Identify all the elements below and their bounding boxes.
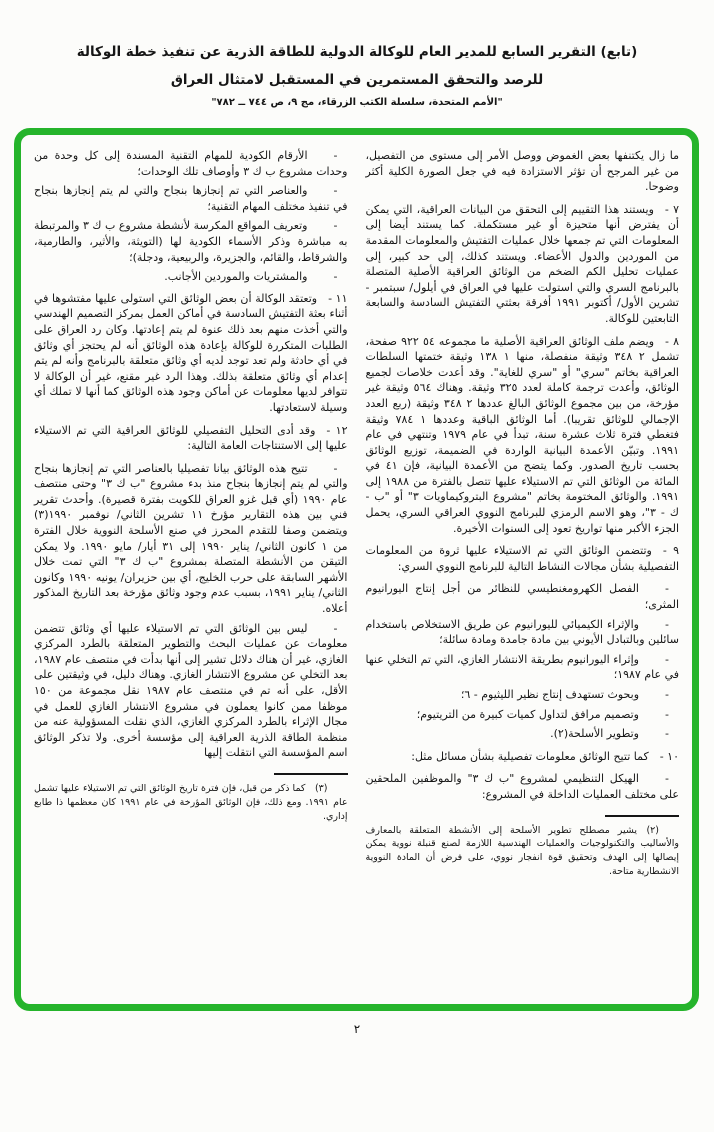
paragraph-7: ٧ - ويستند هذا التقييم إلى التحقق من البيانات العراقية، التي يمكن أن يفترض أنها متحيزة أو غير مستكملة. كما يستند أيضا إلى المعلومات التي تم جمعها خلال عمليات التفتيش والمعلومات المقدمة من الموردين والدول الأعضاء. ويستند كذلك، إلى حد كبير، إلى عمليات تحليل الكم الضخم من الوثائق العراقية الأصلية المتصلة بالبرنامج السري والتي استولت عليها في العراق في أيلول/ سبتمبر - تشرين الأول/ أكتوبر ١٩٩١ أفرقة بعثتي التفتيش السادسة والسابعة التابعتين للوكالة.: [365, 202, 679, 325]
list-item-text: ليس بين الوثائق التي تم الاستيلاء عليها أي وثائق تتضمن معلومات عن عمليات البحث والتطوير المتعلقة بالطرد المركزي الغازي، غير أن هناك دلائل تشير إلى أنها بدأت في منتصف عام ١٩٨٧، بعد التخلي عن مشروع الانتشار الغازي. وهناك دليل، في وثيقتين على الأقل، على أنه تم في منتصف عام ١٩٨٧ نقل مجموعة من ١٥٠ موظفا ممن كانوا يعملون في مشروع الانتشار الغازي للعمل في مجال الإثراء بالطرد المركزي الغازي، الذي نقلت المسؤولية عنه من منظمة الطاقة الذرية العراقية إلى مؤسسة أخرى. ولا تذكر الوثائق اسم المؤسسة التي انتقلت إليها: [34, 621, 348, 760]
list-item: [366, 707, 680, 723]
dash-bullet-icon: -: [333, 149, 338, 162]
list-item: [34, 621, 348, 761]
list-item-text: وتعريف المواقع المكرسة لأنشطة مشروع ب ك ٣ والمرتبطة به مباشرة وذكر الأسماء الكودية لها (التويثة، والأثير، والطارمية، والشرقاط، والقائم، والجزيرة، والربيعية، ودجلة)؛: [34, 219, 348, 264]
column-left: [34, 148, 348, 1004]
dash-bullet-icon: -: [665, 772, 669, 786]
list-item-text: والإثراء الكيميائي لليورانيوم عن طريق الاستخلاص باستخدام سائلين وبالتبادل الأيوني بين مادة جامدة ومادة سائلة؛: [365, 617, 679, 647]
dash-bullet-icon: -: [665, 727, 669, 741]
paragraph-11: ١١ - وتعتقد الوكالة أن بعض الوثائق التي استولى عليها مفتشوها في أثناء بعثة التفتيش السادسة في أماكن العمل بمركز التصميم الهندسي والتي أخذت منهم بعد ذلك عنوة لم يتم إعادتها. وكان رد العراق على الطلبات المتكررة للوكالة بإعادة هذه الوثائق أنه لم يحتجز أي وثائق في أي حادثة ولم تعد توجد لديه أي وثائق متعلقة بالبرنامج وأنه لم يتم إعدام أي وثائق متعلقة بذلك. وهذا الرد غير مقنع، غير أن الوكالة لا تتوافر لديها معلومات عن أماكن وجود هذه الوثائق كما أنها لا تملك أي وسيلة لاستعادتها.: [34, 291, 348, 414]
list-item-text: والعناصر التي تم إنجازها بنجاح والتي لم يتم إنجازها بنجاح في تنفيذ مختلف المهام التقنية؛: [34, 184, 348, 213]
paragraph-continuation: ما زال يكتنفها بعض الغموض ووصل الأمر إلى مستوى من التفصيل، من غير المرجح أن تؤثر الاستزادة فيه في جعل الصورة الكلية أكثر وضوحا.: [365, 149, 679, 194]
paragraph-12-intro: ١٢ - وقد أدى التحليل التفصيلي للوثائق العراقية التي تم الاستيلاء عليها إلى الاستنتاجات العامة التالية:: [34, 423, 348, 453]
footnote-separator: [274, 773, 348, 775]
list-item: [34, 461, 348, 617]
dash-bullet-icon: -: [665, 688, 669, 701]
list-item: [366, 652, 680, 683]
footnote-2: (٢) يشير مصطلح تطوير الأسلحة إلى الأنشطة المتعلقة بالمعارف والأساليب والتكنولوجيات والعمليات الهندسية اللازمة لصنع قنبلة نووية يمكن إيصالها إلى الهدف وتحقيق قوة انفجار نووي، على فرض أن المادة النووية الانشطارية متاحة.: [365, 824, 679, 877]
list-item: [34, 218, 348, 265]
list-item-text: الأرقام الكودية للمهام التقنية المسندة إلى كل وحدة من وحدات مشروع ب ك ٣ وأوصاف تلك الوحدات؛: [34, 149, 348, 178]
document-title-line1: (تابع) التقرير السابع للمدير العام للوكالة الدولية للطاقة الذرية عن تنفيذ خطة الوكالة: [76, 44, 638, 60]
dash-bullet-icon: -: [665, 707, 669, 721]
dash-bullet-icon: -: [333, 461, 338, 475]
page-number: ٢: [353, 1022, 361, 1036]
two-column-content: [21, 135, 692, 1004]
list-item: [34, 269, 348, 285]
dash-bullet-icon: -: [333, 184, 338, 198]
dash-bullet-icon: -: [665, 582, 669, 596]
list-item-text: وإثراء اليورانيوم بطريقة الانتشار الغازي، التي تم التخلي عنها في عام ١٩٨٧؛: [365, 652, 679, 682]
green-border-box: [14, 128, 699, 1011]
footnote-separator: [605, 815, 679, 817]
list-item-text: تتيح هذه الوثائق بيانا تفصيليا بالعناصر التي تم إنجازها بنجاح والتي لم يتم إنجازها بنجاح منذ بدء مشروع "ب ك ٣" وحتى منتصف عام ١٩٩٠ (أي قبل غزو العراق للكويت بفترة قصيرة). وأحدث تقرير فني بين هذه التقارير مؤرخ ١١ تشرين الثاني/ نوفمبر ١٩٩٠(٣) ويتضمن وصفا للتقدم المحرز في صنع الأسلحة النووية خلال الفترة من ١ كانون الثاني/ يناير ١٩٩٠ إلى ٣١ أيار/ مايو ١٩٩٠. ولا يمكن التيقن من الأنشطة المتصلة بمشروع "ب ك ٣" التي تمت خلال الأشهر السابقة على حرب الخليج، أي بين حزيران/ يونيه ١٩٩٠ وكانون الثاني/ يناير ١٩٩١، بسبب عدم وجود وثائق مؤرخة بعد التاريخ المذكور أعلاه.: [34, 461, 348, 616]
list-item-text: وبحوث تستهدف إنتاج نظير الليثيوم - ٦؛: [460, 688, 639, 701]
paragraph-8: ٨ - ويضم ملف الوثائق العراقية الأصلية ما مجموعه ٥٤ ٩٢٢ صفحة، تشمل ٢ ٣٤٨ وثيقة منفصلة، منها ١ ١٣٨ وثيقة ختمتها السلطات العراقية بخاتم "سري" أو "سري للغاية". وقد أعدت خلاصات لجميع الوثائق، وأعدت ترجمة كاملة لعدد ٣٢٥ وثيقة. وهناك ٥٦٤ وثيقة غير مؤرخة، من بين مجموع الوثائق البالغ عددها ٢ ٣٤٨ وثيقة (ربع العدد الإجمالي للوثائق تقريبا). أما الوثائق الباقية وعددها ١ ٧٨٤ وثيقة فتغطي فترة ثلاث عشرة سنة، تبدأ في عام ١٩٧٩ وتنتهي في عام ١٩٩١. وتبيّن الأعمدة البيانية الواردة في الضميمة، توزيع الوثائق بحسب تاريخ الصدور. وكما يتضح من الأعمدة البيانية، فإن ٤١ في المائة من الوثائق التي تم الاستيلاء عليها تتصل بالفترة من ١٩٨٨ إلى ١٩٩١. والوثائق المختومة بخاتم "مشروع البتروكيماويات ٣" أو "ب - ك - ٣"، وهو الاسم الرمزي للبرنامج النووي العراقي السري، يحمل الجزء الأكبر منها تواريخ تعود إلى السنوات الأخيرة.: [365, 334, 680, 535]
dash-bullet-icon: -: [665, 617, 669, 631]
footnote-3: (٣) كما ذكر من قبل، فإن فترة تاريخ الوثائق التي تم الاستيلاء عليها تشمل عام ١٩٩١. ومع ذلك، فإن الوثائق المؤرخة في عام ١٩٩١ كان معظمها ذا طابع إداري.: [34, 782, 348, 822]
dash-bullet-icon: -: [333, 219, 338, 233]
dash-bullet-icon: -: [333, 621, 338, 635]
list-item: [34, 183, 348, 214]
paragraph-10-intro: ١٠ - كما تتيح الوثائق معلومات تفصيلية بشأن مسائل مثل:: [411, 749, 679, 763]
document-source-citation: "الأمم المتحدة، سلسلة الكتب الزرقاء، مج ٩، ص ٧٤٤ ــ ٧٨٢": [211, 97, 503, 108]
list-item: [366, 771, 680, 802]
list-item-text: وتصميم مرافق لتداول كميات كبيرة من التريتيوم؛: [416, 707, 639, 721]
dash-bullet-icon: -: [333, 270, 338, 284]
paragraph-9-intro: ٩ - وتتضمن الوثائق التي تم الاستيلاء عليها ثروة من المعلومات التفصيلية بشأن مجالات النشاط التالية للبرنامج النووي السري:: [365, 544, 679, 573]
list-item-text: وتطوير الأسلحة(٢).: [550, 727, 639, 741]
dash-bullet-icon: -: [665, 652, 669, 666]
document-title-line2: للرصد والتحقق المستمرين في المستقبل لامتثال العراق: [170, 72, 544, 88]
list-item: [34, 148, 348, 179]
column-right: [366, 148, 680, 1004]
list-item: [366, 687, 680, 703]
list-item-text: الفصل الكهرومغنطيسي للنظائر من أجل إنتاج اليورانيوم المثرى؛: [365, 582, 679, 612]
list-item: [366, 617, 680, 648]
page-header: [0, 44, 714, 108]
list-item: [366, 726, 680, 742]
list-item-text: والمشتريات والموردين الأجانب.: [164, 270, 308, 284]
list-item-text: الهيكل التنظيمي لمشروع "ب ك ٣" والموظفين الملحقين على مختلف العمليات الداخلة في المشروع:: [365, 772, 679, 801]
list-item: [366, 581, 680, 612]
